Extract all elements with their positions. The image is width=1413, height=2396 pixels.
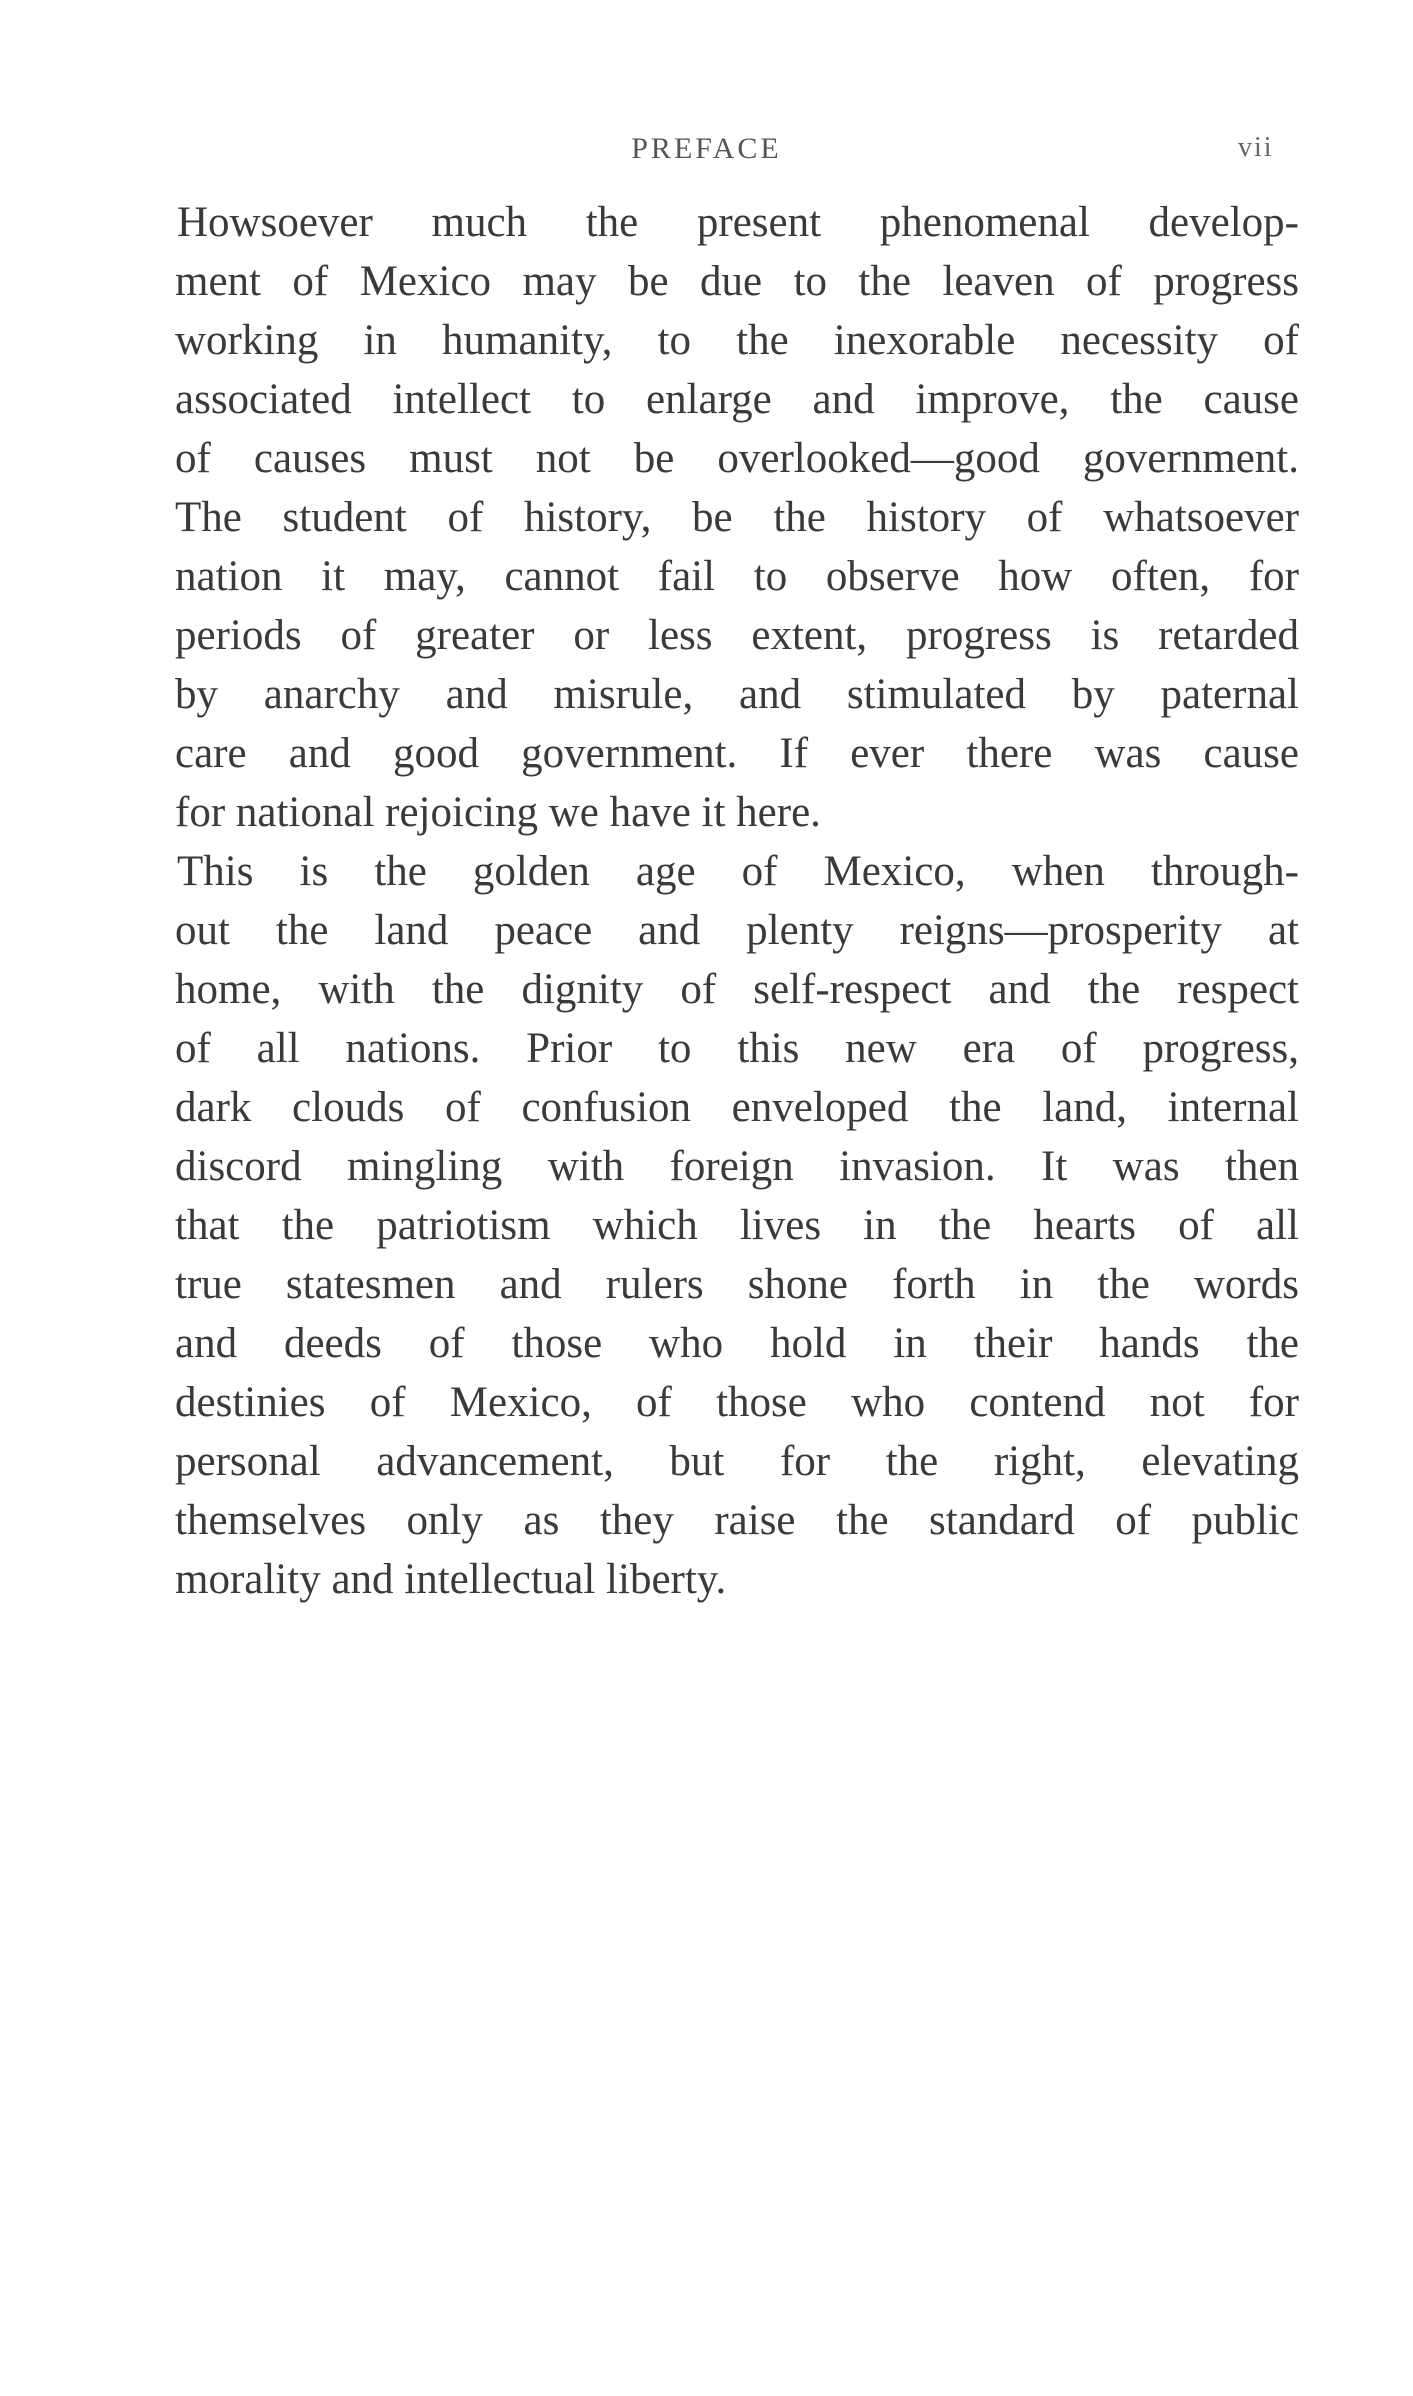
page-header [0, 132, 1413, 172]
text-line: dark clouds of confusion enveloped the land, internal [175, 1084, 1299, 1131]
text-line: destinies of Mexico, of those who contend not for [175, 1379, 1299, 1426]
text-line: This is the golden age of Mexico, when through- [177, 848, 1299, 895]
running-title: PREFACE [631, 132, 782, 165]
body-text [175, 193, 1299, 1609]
text-line: associated intellect to enlarge and improve, the cause [175, 376, 1299, 423]
paragraph [175, 842, 1299, 1609]
text-line: discord mingling with foreign invasion. It was then [175, 1143, 1299, 1190]
text-line: of causes must not be overlooked—good government. [175, 435, 1299, 482]
text-line: themselves only as they raise the standard of public [175, 1497, 1299, 1544]
text-line: periods of greater or less extent, progress is retarded [175, 612, 1299, 659]
text-line: out the land peace and plenty reigns—prosperity at [175, 907, 1299, 954]
text-line: ment of Mexico may be due to the leaven of progress [175, 258, 1299, 305]
text-line: Howsoever much the present phenomenal develop- [177, 199, 1299, 246]
paragraph [175, 193, 1299, 842]
text-line: that the patriotism which lives in the hearts of all [175, 1202, 1299, 1249]
text-line: The student of history, be the history of whatsoever [175, 494, 1299, 541]
text-line: for national rejoicing we have it here. [175, 789, 821, 836]
text-line: and deeds of those who hold in their hands the [175, 1320, 1299, 1367]
page-number: vii [1238, 132, 1274, 163]
text-line: care and good government. If ever there was cause [175, 730, 1299, 777]
text-line: home, with the dignity of self-respect and the respect [175, 966, 1299, 1013]
text-line: nation it may, cannot fail to observe how often, for [175, 553, 1299, 600]
text-line: working in humanity, to the inexorable necessity of [175, 317, 1299, 364]
text-line: by anarchy and misrule, and stimulated by paternal [175, 671, 1299, 718]
text-line: personal advancement, but for the right, elevating [175, 1438, 1299, 1485]
text-line: morality and intellectual liberty. [175, 1556, 727, 1603]
text-line: true statesmen and rulers shone forth in the words [175, 1261, 1299, 1308]
text-line: of all nations. Prior to this new era of progress, [175, 1025, 1299, 1072]
